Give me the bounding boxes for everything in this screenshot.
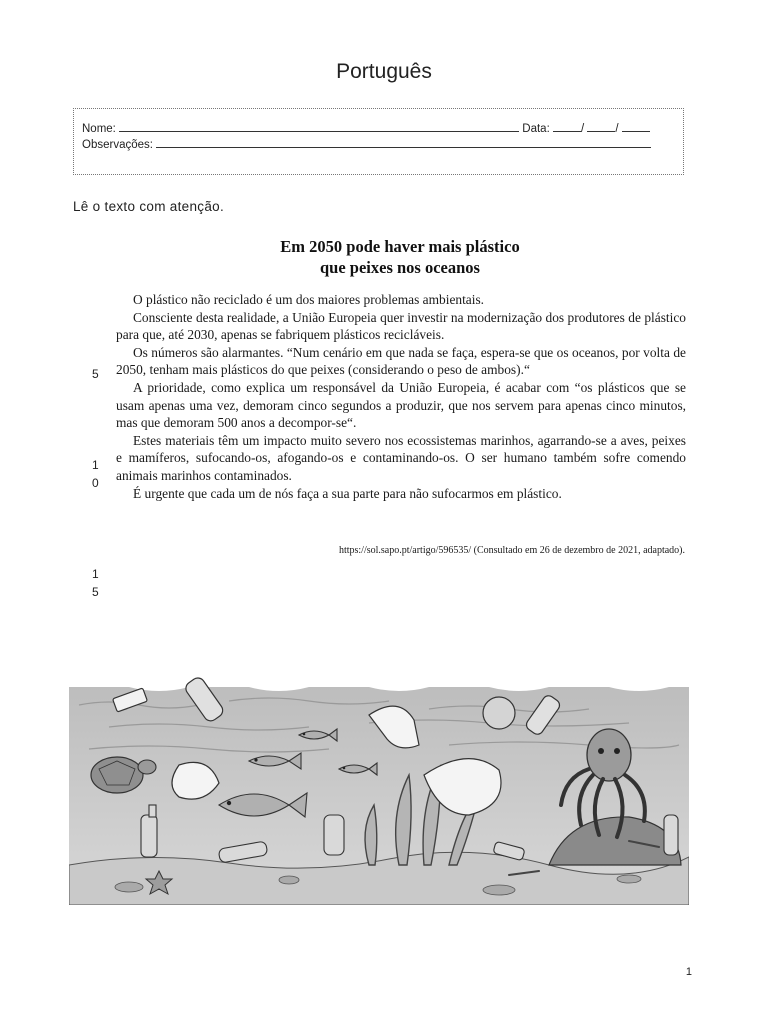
student-info-box: Nome: Data: / / Observações: — [73, 108, 684, 175]
observations-label: Observações: — [82, 139, 153, 151]
name-label: Nome: — [82, 123, 116, 135]
line-number-10-digit-2: 0 — [92, 476, 99, 490]
page-number: 1 — [685, 966, 692, 978]
reading-instruction: Lê o texto com atenção. — [73, 199, 224, 214]
paragraph-4: A prioridade, como explica um responsável da União Europeia, é acabar com “os plásticos que se usam apenas uma vez, demoram cinco segundos a produzir, que nos servem para apenas cinco minutos, mas que demoram 500 anos a decompor-se“. — [116, 379, 686, 431]
observations-field[interactable] — [156, 137, 651, 148]
article-body — [116, 291, 686, 502]
date-label: Data: — [522, 123, 550, 135]
paragraph-2: Consciente desta realidade, a União Europeia quer investir na modernização dos produtores de plástico para que, até 2030, apenas se fabriquem plásticos recicláveis. — [116, 309, 686, 343]
ocean-plastic-pollution-illustration — [69, 665, 689, 905]
line-number-15-digit-1: 1 — [92, 567, 99, 581]
line-number-15-digit-2: 5 — [92, 585, 99, 599]
name-field[interactable] — [119, 121, 519, 132]
source-citation: https://sol.sapo.pt/artigo/596535/ (Consultado em 26 de dezembro de 2021, adaptado). — [338, 545, 685, 556]
article-title-line-1: Em 2050 pode haver mais plástico — [280, 237, 520, 256]
date-year-field[interactable] — [622, 121, 650, 132]
paragraph-3: Os números são alarmantes. “Num cenário em que nada se faça, espera-se que os oceanos, por volta de 2050, tenham mais plásticos do que peixes (considerando o peso de ambos).“ — [116, 344, 686, 378]
subject-title: Português — [336, 60, 432, 83]
date-month-field[interactable] — [587, 121, 615, 132]
paragraph-6: É urgente que cada um de nós faça a sua parte para não sufocarmos em plástico. — [133, 485, 562, 501]
paragraph-1: O plástico não reciclado é um dos maiores problemas ambientais. — [133, 292, 485, 307]
article-title — [0, 236, 768, 278]
paragraph-5: Estes materiais têm um impacto muito severo nos ecossistemas marinhos, agarrando-se a aves, peixes e mamíferos, sufocando-os, afogando-os e contaminando-os. O ser humano também sofre comendo animais marinhos contaminados. — [116, 432, 686, 483]
date-day-field[interactable] — [553, 121, 581, 132]
line-number-5: 5 — [92, 367, 99, 381]
article-title-line-2: que peixes nos oceanos — [320, 258, 480, 277]
line-number-10-digit-1: 1 — [92, 458, 99, 472]
